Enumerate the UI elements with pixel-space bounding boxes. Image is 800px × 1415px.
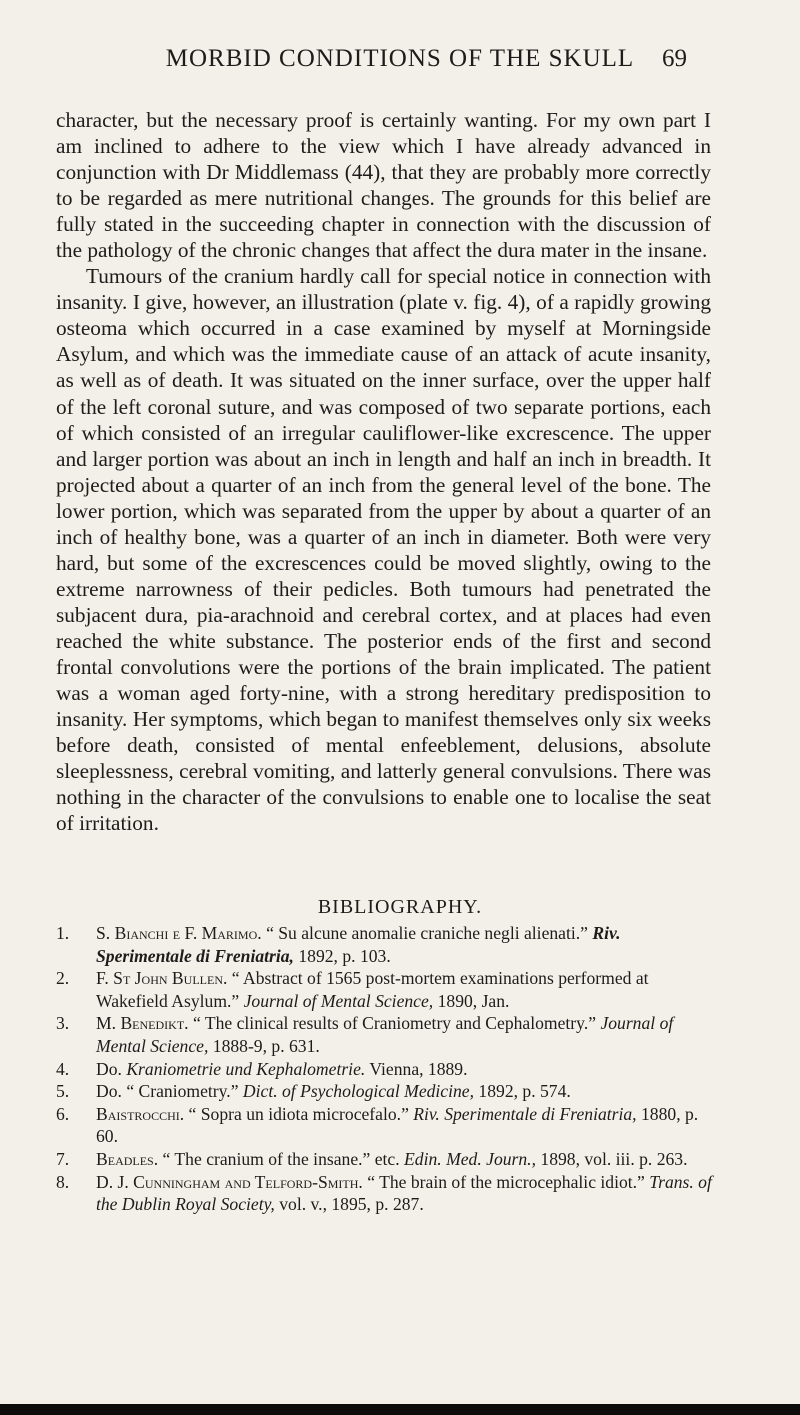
entry-journal: Riv. Sperimentale di Freniatria, [413, 1103, 637, 1124]
entry-details: 1880, p. 60. [96, 1103, 699, 1147]
entry-journal: Trans. of the Dublin Royal Society, [96, 1171, 712, 1215]
entry-details: 1892, p. 103. [298, 945, 391, 966]
running-header [0, 44, 800, 74]
paragraph: character, but the necessary proof is certainly wanting. For my own part I am inclined to adhere to the view which I have already advanced in conjunction with Dr Middlemass (44), that they are probably more correctly to be regarded as mere nutritional changes. The grounds for this belief are fully stated in the succeeding chapter in connection with the discussion of the pathology of the chronic changes that affect the dura mater in the insane. [56, 108, 711, 263]
entry-title: “ The brain of the microcephalic idiot.” [367, 1171, 645, 1192]
entry-details: 1898, vol. iii. p. 263. [540, 1148, 688, 1169]
entry-author: D. J. Cunningham and Telford-Smith. [96, 1171, 363, 1192]
entry-title: “ Abstract of 1565 post-mortem examinations performed at Wakefield Asylum.” [96, 968, 649, 1011]
entry-details: Vienna, 1889. [369, 1058, 468, 1079]
entry-journal: Journal of Mental Science, [96, 1013, 674, 1056]
entry-details: 1892, p. 574. [478, 1081, 571, 1102]
paragraph: Tumours of the cranium hardly call for special notice in connection with insanity. I give, however, an illustration (plate v. fig. 4), of a rapidly growing osteoma which occurred in a case examined by myself at Morningside Asylum, and which was the immediate cause of an attack of acute insanity, as well as of death. It was situated on the inner surface, over the upper half of the left coronal suture, and was composed of two separate portions, each of which consisted of an irregular cauliflower-like excrescence. The upper and larger portion was about an inch in length and half an inch in breadth. It projected about a quarter of an inch from the general level of the bone. The lower portion, which was separated from the upper by about a quarter of an inch of healthy bone, was a quarter of an inch in diameter. Both were very hard, but some of the excrescences could be moved slightly, owing to the extreme narrowness of their pedicles. Both tumours had penetrated the subjacent dura, pia-arachnoid and cerebral cortex, and at places had even reached the white substance. The posterior ends of the first and second frontal convolutions were the portions of the brain implicated. The patient was a woman aged forty-nine, with a strong hereditary predisposition to insanity. Her symptoms, which began to manifest themselves only six weeks before death, consisted of mental enfeeblement, delusions, absolute sleeplessness, cerebral vomiting, and latterly general convulsions. There was nothing in the character of the convulsions to enable one to localise the seat of irritation. [56, 264, 711, 836]
entry-journal: Riv. Sperimentale di Freniatria, [96, 923, 621, 966]
entry-number: 5. [56, 1081, 70, 1102]
bibliography-entry [56, 1012, 716, 1057]
bibliography-list [56, 922, 716, 1216]
body-text [56, 107, 711, 836]
entry-author: Do. [96, 1081, 122, 1102]
bibliography-entry [56, 1058, 716, 1081]
running-title: MORBID CONDITIONS OF THE SKULL [165, 45, 635, 72]
entry-number: 4. [56, 1058, 70, 1079]
bibliography-heading: BIBLIOGRAPHY. [317, 896, 483, 918]
entry-number: 1. [56, 923, 70, 943]
entry-journal: Dict. of Psychological Medicine, [242, 1081, 475, 1102]
entry-details: vol. v., 1895, p. 287. [279, 1194, 424, 1215]
bibliography-entry [56, 1148, 716, 1171]
bibliography-entry [56, 1171, 716, 1216]
page-number: 69 [662, 45, 687, 72]
entry-author: M. Benedikt. [96, 1013, 189, 1034]
entry-title: “ Su alcune anomalie craniche negli alienati.” [266, 923, 588, 943]
entry-details: 1888-9, p. 631. [212, 1035, 320, 1056]
entry-journal: Journal of Mental Science, [243, 990, 434, 1011]
entry-details: 1890, Jan. [437, 990, 510, 1011]
entry-title: “ The clinical results of Craniometry and Cephalometry.” [192, 1013, 597, 1034]
bottom-scan-edge [0, 1404, 800, 1415]
entry-author: F. St John Bullen. [96, 968, 228, 989]
entry-number: 7. [56, 1148, 70, 1169]
entry-number: 8. [56, 1171, 70, 1192]
entry-number: 2. [56, 968, 70, 989]
entry-author: S. Bianchi e F. Marimo. [96, 923, 262, 943]
entry-title: “ Craniometry.” [126, 1081, 239, 1102]
bibliography-entry [56, 1080, 716, 1103]
entry-title: “ The cranium of the insane.” etc. [162, 1148, 400, 1169]
entry-author: Do. [96, 1058, 122, 1079]
bibliography-entry [56, 1103, 716, 1148]
bibliography-entry [56, 922, 716, 967]
entry-journal: Edin. Med. Journ., [404, 1148, 536, 1169]
entry-author: Baistrocchi. [96, 1103, 185, 1124]
entry-number: 3. [56, 1013, 70, 1034]
entry-title: “ Sopra un idiota microcefalo.” [188, 1103, 409, 1124]
entry-journal: Kraniometrie und Kephalometrie. [126, 1058, 366, 1079]
bibliography-entry [56, 967, 716, 1012]
entry-number: 6. [56, 1103, 70, 1124]
entry-author: Beadles. [96, 1148, 159, 1169]
